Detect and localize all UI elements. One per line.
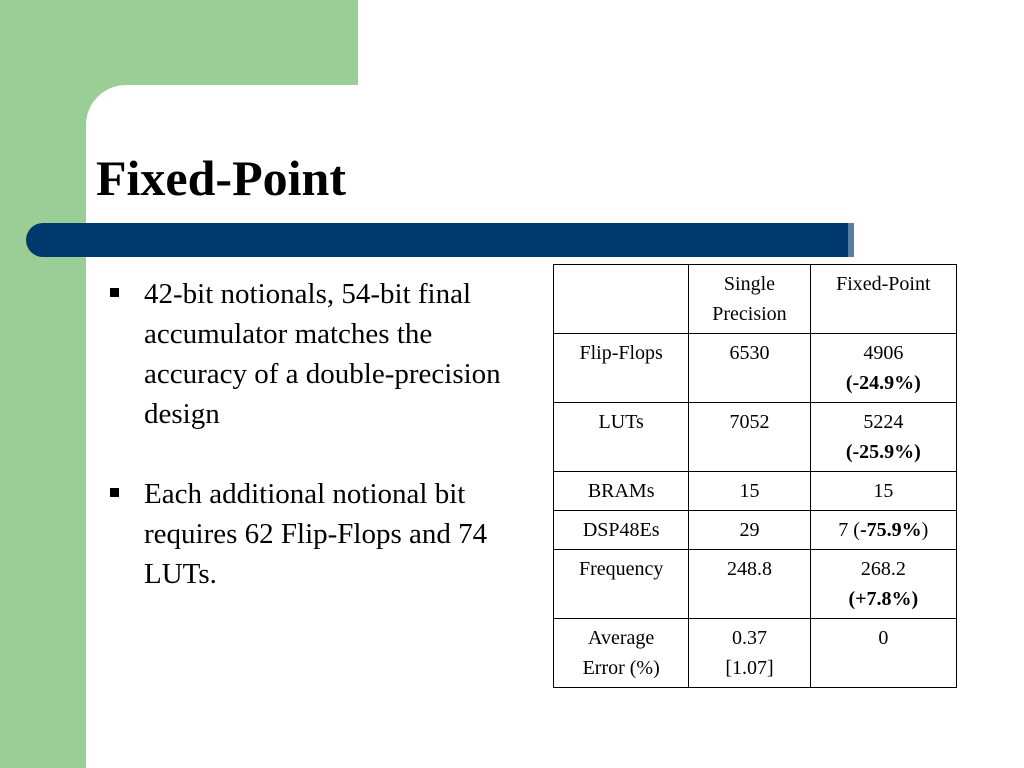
bullet-text: 42-bit notionals, 54-bit final accumulator matches the accuracy of a double-precision design	[144, 278, 501, 430]
label-line: Average	[588, 627, 655, 649]
slide-title: Fixed-Point	[96, 150, 346, 206]
fixed-value: 15	[810, 472, 956, 511]
fixed-value	[810, 334, 956, 403]
table-row	[554, 472, 957, 511]
row-label: Flip-Flops	[554, 334, 689, 403]
single-value	[689, 619, 810, 688]
table-row	[554, 511, 957, 550]
table-row	[554, 619, 957, 688]
header-text: Single	[723, 273, 776, 295]
square-bullet-icon	[110, 288, 119, 297]
decor-green-side	[0, 85, 86, 768]
bullet-item	[108, 474, 518, 594]
fixed-prefix: 7 (	[838, 519, 860, 541]
single-value: 7052	[689, 403, 810, 472]
decor-green-top	[0, 0, 358, 85]
single-value: 29	[689, 511, 810, 550]
fixed-percent: (-24.9%)	[845, 372, 921, 394]
fixed-value	[810, 511, 956, 550]
table-row	[554, 334, 957, 403]
header-text: Precision	[712, 303, 787, 325]
table-header-cell	[689, 265, 810, 334]
fixed-percent: -75.9%	[859, 519, 922, 541]
table-header-cell: Fixed-Point	[810, 265, 956, 334]
fixed-value	[810, 403, 956, 472]
fixed-percent: (-25.9%)	[845, 441, 921, 463]
row-label: BRAMs	[554, 472, 689, 511]
table-row	[554, 550, 957, 619]
decor-blue-bar	[26, 223, 852, 257]
fixed-number: 268.2	[860, 558, 906, 580]
single-value: 248.8	[689, 550, 810, 619]
single-number: 0.37	[731, 627, 767, 649]
single-value: 6530	[689, 334, 810, 403]
bullet-list	[108, 274, 518, 634]
bullet-text: Each additional notional bit requires 62 Flip-Flops and 74 LUTs.	[144, 478, 488, 590]
row-label: LUTs	[554, 403, 689, 472]
bullet-item	[108, 274, 518, 434]
row-label: DSP48Es	[554, 511, 689, 550]
fixed-number: 5224	[863, 411, 904, 433]
fixed-value: 0	[810, 619, 956, 688]
single-value: 15	[689, 472, 810, 511]
fixed-suffix: )	[921, 519, 929, 541]
fixed-number: 4906	[863, 342, 904, 364]
table-header-row	[554, 265, 957, 334]
table-header-cell	[554, 265, 689, 334]
fixed-value	[810, 550, 956, 619]
fixed-percent: (+7.8%)	[848, 588, 919, 610]
row-label	[554, 619, 689, 688]
single-bracket: [1.07]	[725, 657, 774, 679]
comparison-table	[553, 264, 957, 688]
label-line: Error (%)	[582, 657, 660, 679]
table-row	[554, 403, 957, 472]
square-bullet-icon	[110, 488, 119, 497]
row-label: Frequency	[554, 550, 689, 619]
decor-blue-bar-end	[848, 223, 854, 257]
